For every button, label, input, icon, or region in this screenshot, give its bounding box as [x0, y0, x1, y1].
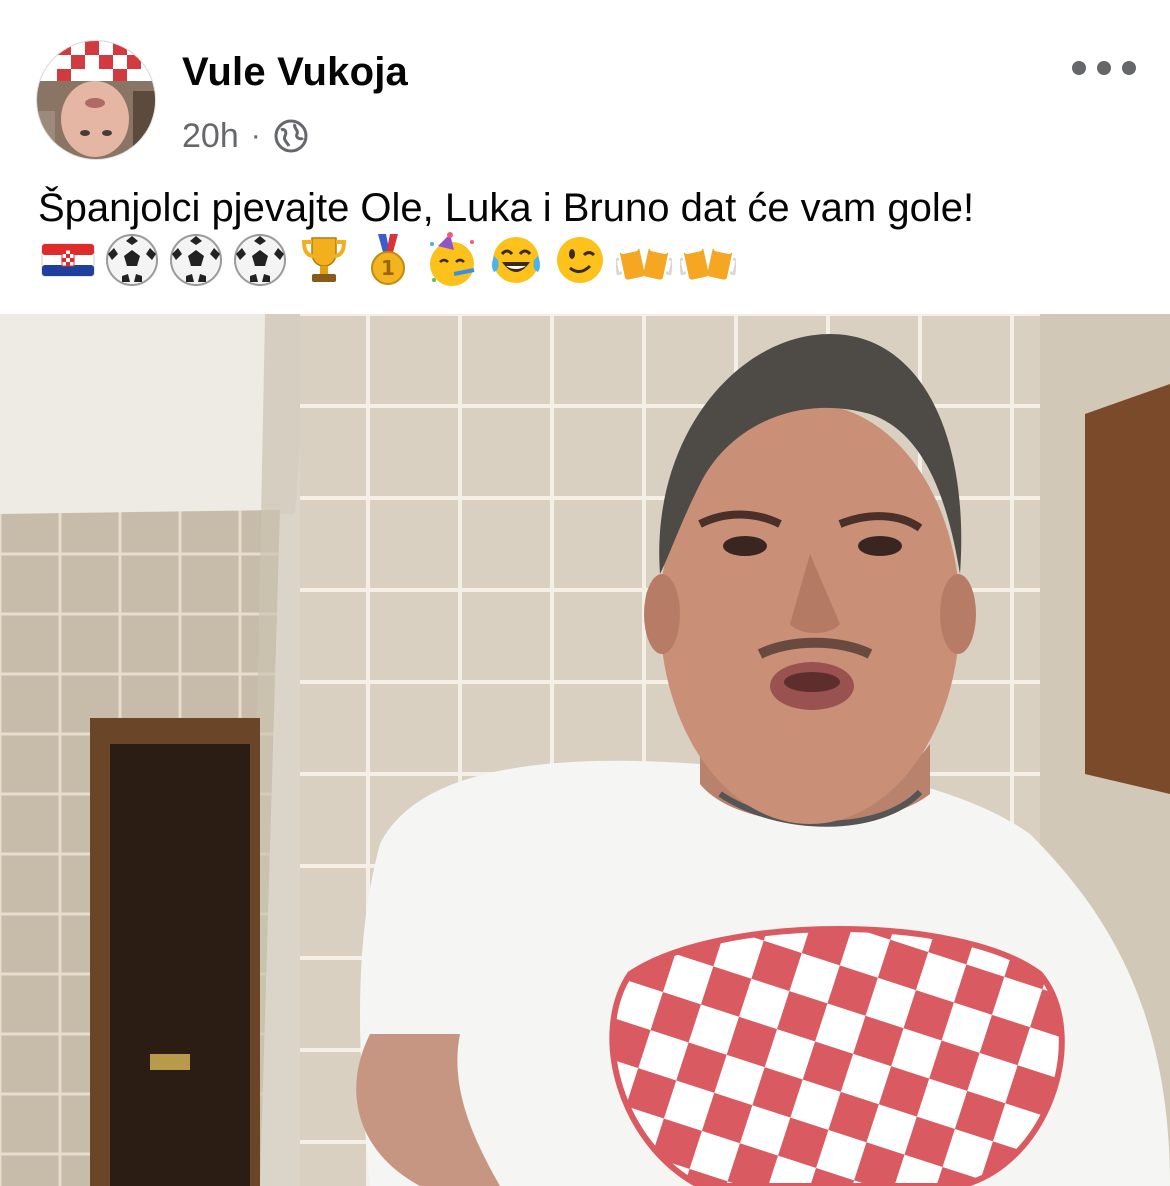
- svg-text:1: 1: [381, 256, 395, 280]
- left-door: [110, 744, 250, 1186]
- soccer-ball-emoji: [168, 232, 224, 288]
- avatar-image: [37, 41, 156, 160]
- partying-face-emoji: [424, 232, 480, 288]
- trophy-emoji: [296, 232, 352, 288]
- author-avatar[interactable]: [36, 40, 156, 160]
- winking-face-emoji: [552, 232, 608, 288]
- soccer-ball-emoji: [104, 232, 160, 288]
- emoji-row: [40, 232, 736, 288]
- clinking-beer-mugs-emoji: [616, 232, 672, 288]
- selfie-photo: [0, 314, 1170, 1186]
- globe-icon[interactable]: [273, 118, 309, 154]
- avatar-checker-pattern: [37, 41, 156, 81]
- tears-of-joy-emoji: [488, 232, 544, 288]
- more-dot: [1122, 61, 1136, 75]
- first-place-medal-emoji: [360, 232, 416, 288]
- right-door: [1085, 384, 1170, 794]
- clinking-beer-mugs-emoji: [680, 232, 736, 288]
- author-name[interactable]: Vule Vukoja: [182, 50, 408, 94]
- post-photo[interactable]: [0, 314, 1170, 1186]
- more-dot: [1072, 61, 1086, 75]
- more-dot: [1097, 61, 1111, 75]
- post-meta: [182, 115, 309, 157]
- croatia-flag-emoji: [40, 232, 96, 288]
- soccer-ball-emoji: [232, 232, 288, 288]
- meta-separator: ·: [250, 119, 261, 152]
- post-timestamp[interactable]: 20h: [182, 116, 239, 155]
- post-text: Španjolci pjevajte Ole, Luka i Bruno dat će vam gole!: [38, 186, 975, 230]
- more-options-icon[interactable]: [1072, 50, 1136, 86]
- checker-emblem: [612, 929, 1061, 1186]
